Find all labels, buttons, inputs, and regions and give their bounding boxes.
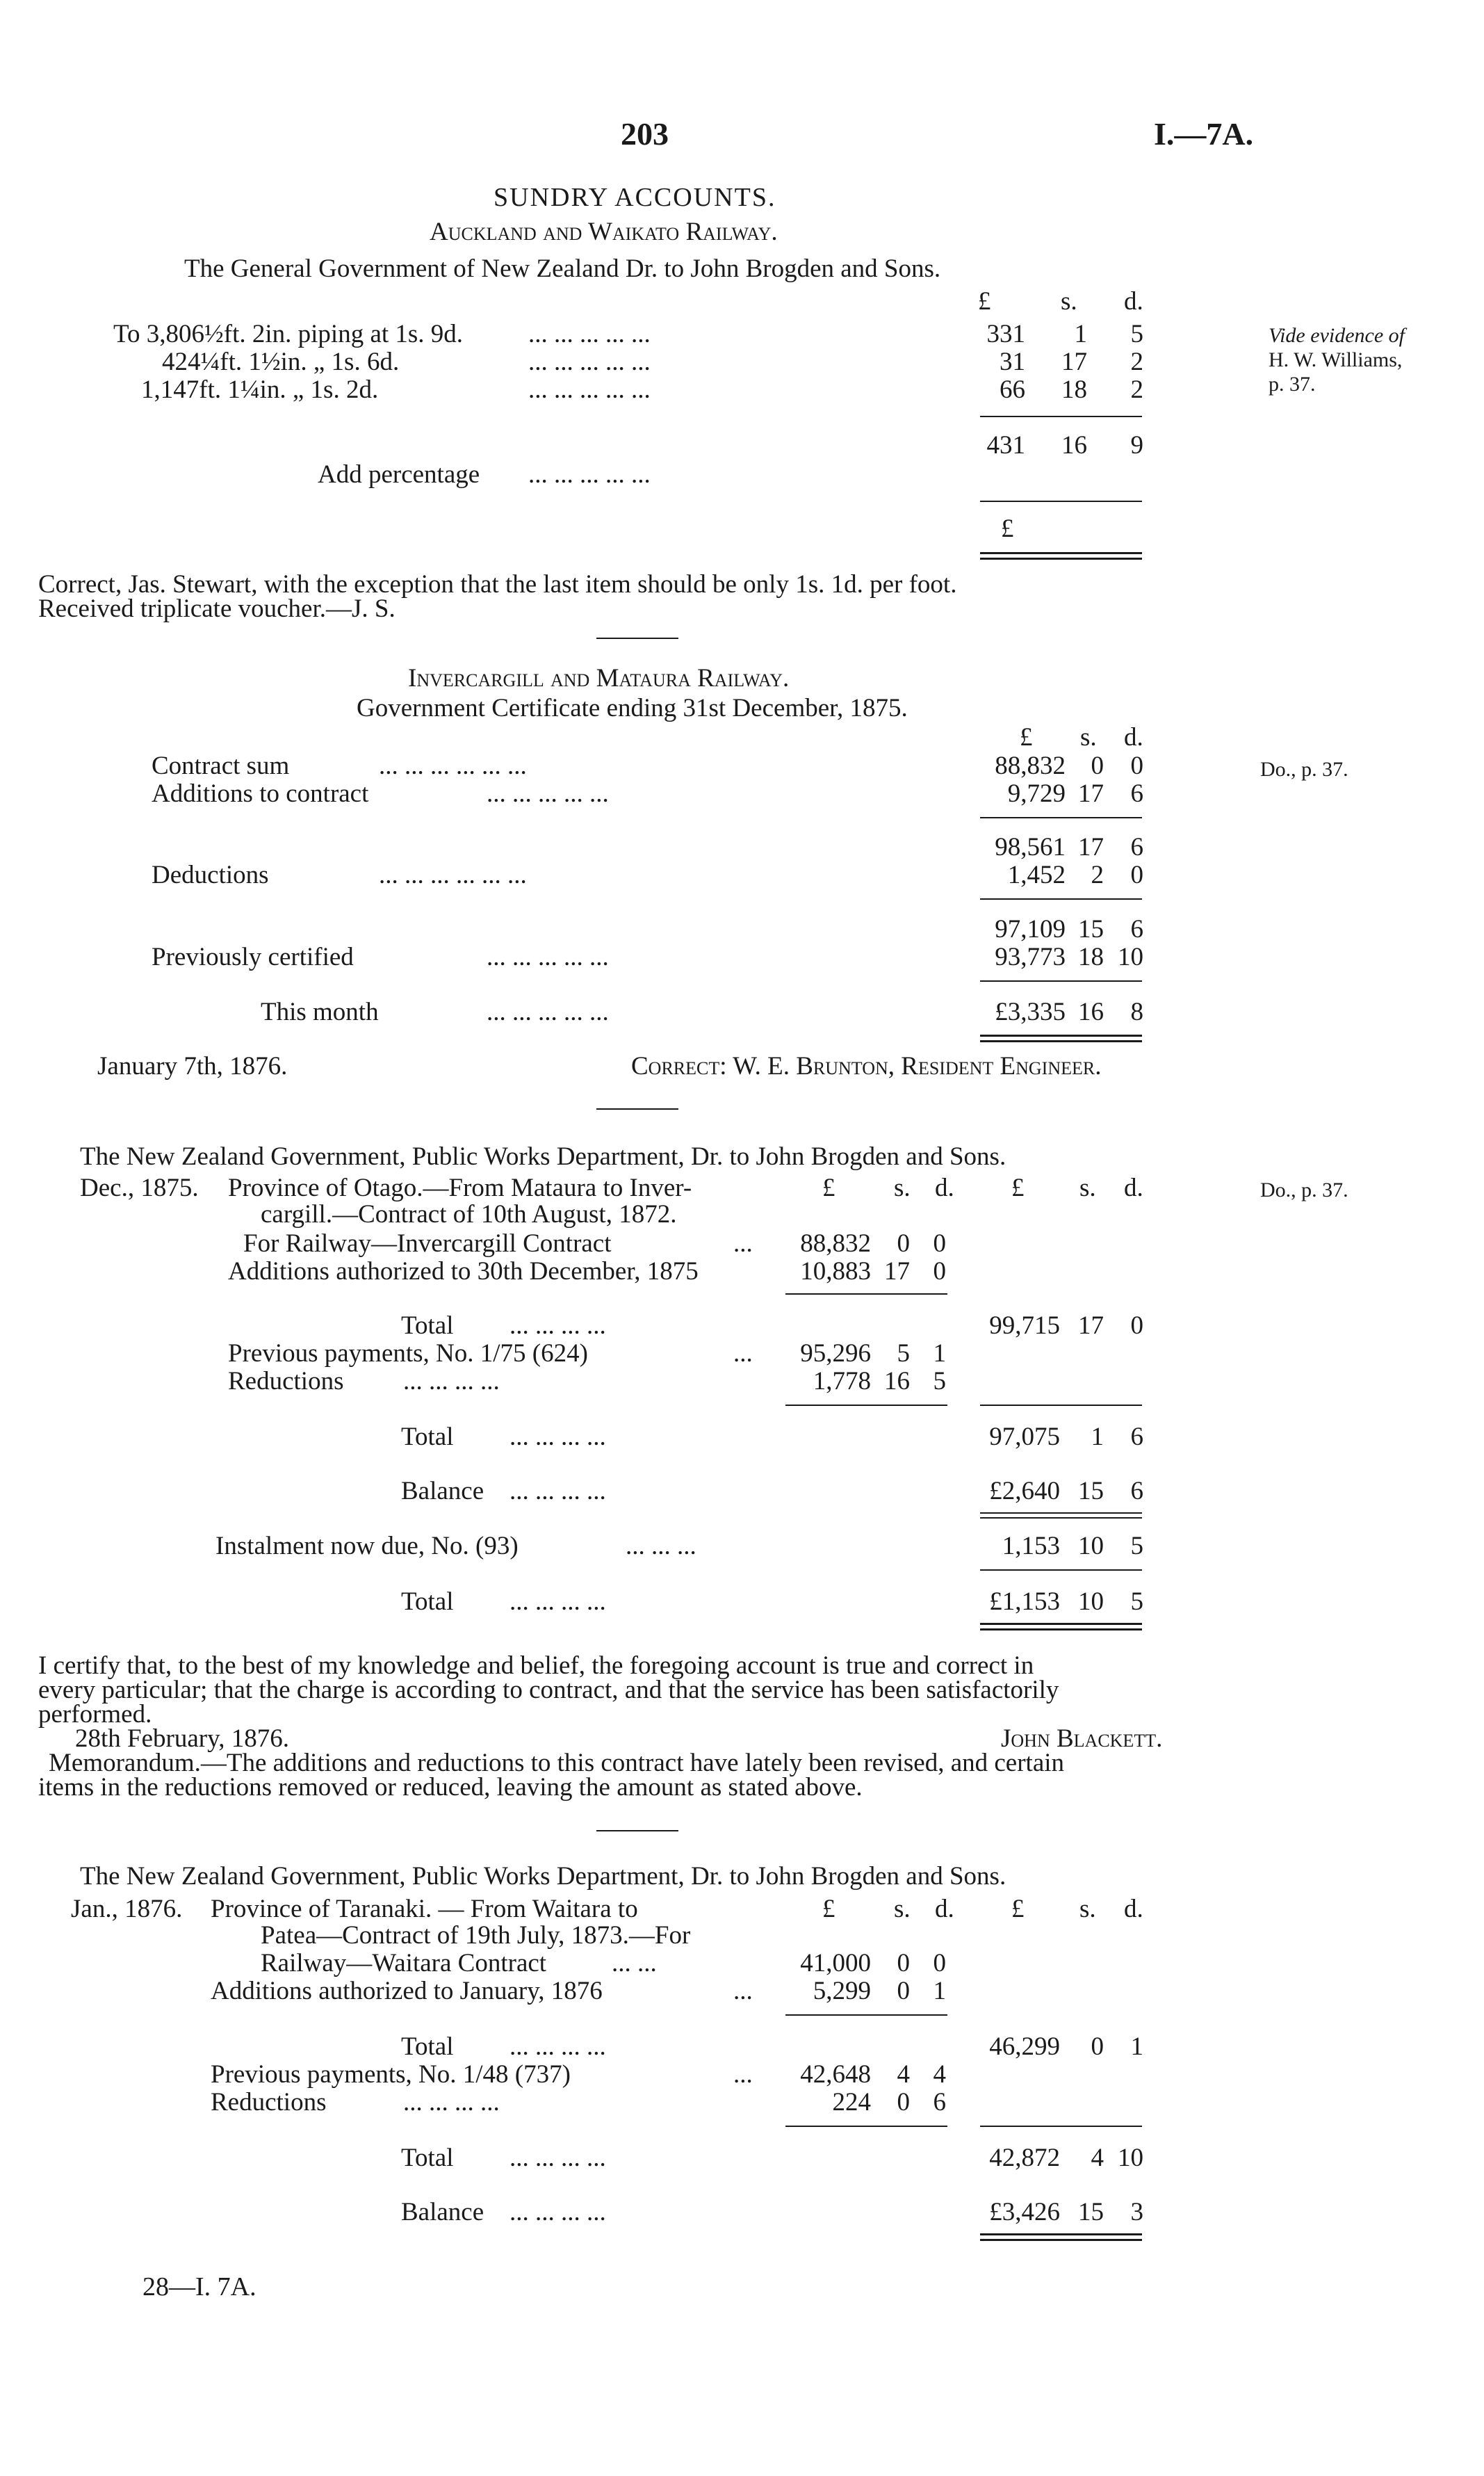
s1-row-shillings: 18 — [1061, 375, 1087, 404]
s2-col-shillings: s. — [1080, 723, 1097, 752]
s2-subheading: Government Certificate ending 31st December, 1875. — [357, 694, 908, 722]
s3-date: Dec., 1875. — [80, 1174, 199, 1202]
s3-instalment-label: Instalment now due, No. (93) — [215, 1532, 519, 1560]
s2-row-desc: This month — [261, 998, 379, 1026]
s1-total-sign: £ — [1001, 515, 1014, 543]
s1-row-desc: 1,147ft. 1¼in. „ 1s. 2d. — [141, 375, 379, 404]
s3-total-shillings: 1 — [1091, 1423, 1104, 1451]
s4-balance-pence: 3 — [1130, 2198, 1143, 2226]
s3-row-shillings: 17 — [884, 1257, 910, 1286]
s4-row-pence: 0 — [933, 1949, 946, 1977]
s4-desc: Patea—Contract of 19th July, 1873.—For — [261, 1921, 691, 1950]
s4-row-pounds: 224 — [832, 2088, 871, 2117]
s3-col-pounds: £ — [822, 1174, 835, 1202]
s3-side-note: Do., p. 37. — [1260, 1179, 1348, 1201]
s3-col-pence: d. — [935, 1174, 954, 1202]
s2-row-shillings: 2 — [1091, 861, 1104, 889]
s3-row-pence: 5 — [933, 1367, 946, 1395]
s2-double-rule — [980, 1035, 1142, 1037]
s1-percentage-dots: ... ... ... ... ... — [528, 460, 651, 489]
s1-col-pounds: £ — [978, 287, 991, 316]
s3-col-pounds2: £ — [1011, 1174, 1025, 1202]
s4-total-shillings: 0 — [1091, 2032, 1104, 2061]
s4-heading: The New Zealand Government, Public Works Department, Dr. to John Brogden and Sons. — [80, 1862, 1006, 1891]
s4-date: Jan., 1876. — [71, 1895, 183, 1923]
s1-row-pence: 2 — [1130, 375, 1143, 404]
s4-row-pence: 4 — [933, 2060, 946, 2089]
s3-total-pence: 0 — [1130, 1311, 1143, 1340]
s2-correct: Correct: W. E. Brunton, Resident Engineer. — [631, 1052, 1102, 1081]
s2-row-pounds: £3,335 — [995, 998, 1066, 1026]
s4-total-dots: ... ... ... ... — [509, 2144, 606, 2172]
s2-row-dots: ... ... ... ... ... — [487, 998, 609, 1026]
section-divider — [596, 638, 678, 639]
s2-double-rule — [980, 1040, 1142, 1042]
s1-subtotal-shillings: 16 — [1061, 431, 1087, 460]
s3-balance-label: Balance — [401, 1477, 484, 1505]
s4-row-dots: ... — [733, 2060, 753, 2089]
s1-heading: Auckland and Waikato Railway. — [430, 218, 778, 246]
s2-row-shillings: 15 — [1078, 915, 1104, 944]
s3-total-dots: ... ... ... ... — [509, 1311, 606, 1340]
s3-total-pounds: £1,153 — [989, 1587, 1060, 1616]
s1-double-rule — [980, 552, 1142, 554]
s3-col-pence2: d. — [1124, 1174, 1143, 1202]
s2-row-dots: ... ... ... ... ... — [487, 779, 609, 808]
s2-row-dots: ... ... ... ... ... — [487, 943, 609, 971]
s1-subheading: The General Government of New Zealand Dr. to John Brogden and Sons. — [184, 254, 941, 283]
s4-row-desc: Railway—Waitara Contract — [261, 1949, 547, 1977]
page-number: 203 — [621, 116, 669, 152]
section-divider — [596, 1108, 678, 1110]
s4-col-pounds: £ — [822, 1895, 835, 1923]
s3-rule — [980, 1512, 1142, 1514]
s3-row-pence: 0 — [933, 1257, 946, 1286]
s3-rule — [980, 1517, 1142, 1519]
s4-balance-dots: ... ... ... ... — [509, 2198, 606, 2226]
s1-rule — [980, 501, 1142, 502]
s3-total-pence: 5 — [1130, 1587, 1143, 1616]
s2-col-pence: d. — [1124, 723, 1143, 752]
s2-row-desc: Deductions — [152, 861, 269, 889]
s1-row-desc: To 3,806½ft. 2in. piping at 1s. 9d. — [113, 320, 464, 348]
s4-total-label: Total — [401, 2032, 454, 2061]
s1-row-dots: ... ... ... ... ... — [528, 320, 651, 348]
s4-total-pence: 1 — [1130, 2032, 1143, 2061]
s2-row-pence: 6 — [1130, 779, 1143, 808]
s3-row-desc: Reductions — [228, 1367, 344, 1395]
s3-memo: Memorandum.—The additions and reductions to this contract have lately been revised, and certain — [49, 1749, 1065, 1777]
s2-row-pounds: 98,561 — [995, 833, 1066, 861]
s2-row-pence: 10 — [1118, 943, 1143, 971]
s3-row-shillings: 16 — [884, 1367, 910, 1395]
s4-total-dots: ... ... ... ... — [509, 2032, 606, 2061]
s4-rule — [980, 2126, 1142, 2127]
s1-percentage-label: Add percentage — [318, 460, 480, 489]
s3-total-dots: ... ... ... ... — [509, 1587, 606, 1616]
s2-row-pence: 6 — [1130, 833, 1143, 861]
s2-row-shillings: 18 — [1078, 943, 1104, 971]
s4-total-pounds: 46,299 — [989, 2032, 1060, 2061]
s4-balance-shillings: 15 — [1078, 2198, 1104, 2226]
s1-col-pence: d. — [1124, 287, 1143, 316]
s1-row-pounds: 331 — [986, 320, 1025, 348]
s4-row-desc: Additions authorized to January, 1876 — [211, 1977, 603, 2005]
s3-total-label: Total — [401, 1423, 454, 1451]
s3-balance-pounds: £2,640 — [989, 1477, 1060, 1505]
s3-rule — [785, 1293, 947, 1295]
s1-row-shillings: 1 — [1074, 320, 1087, 348]
s1-row-desc: 424¼ft. 1½in. „ 1s. 6d. — [162, 348, 400, 376]
s2-rule — [980, 980, 1142, 982]
s2-rule — [980, 817, 1142, 818]
s1-row-pence: 5 — [1130, 320, 1143, 348]
s2-row-pounds: 9,729 — [1007, 779, 1066, 808]
s4-total-pounds: 42,872 — [989, 2144, 1060, 2172]
s4-double-rule — [980, 2233, 1142, 2235]
s2-row-pence: 8 — [1130, 998, 1143, 1026]
s4-row-pence: 1 — [933, 1977, 946, 2005]
s3-certify: performed. — [38, 1700, 152, 1729]
section-divider — [596, 1830, 678, 1831]
s3-row-dots: ... ... ... ... — [403, 1367, 500, 1395]
s1-row-pence: 2 — [1130, 348, 1143, 376]
s4-row-shillings: 4 — [897, 2060, 910, 2089]
s1-rule — [980, 416, 1142, 417]
s3-rule — [785, 1405, 947, 1406]
s3-instalment-pence: 5 — [1130, 1532, 1143, 1560]
s2-row-shillings: 16 — [1078, 998, 1104, 1026]
s3-row-dots: ... — [733, 1229, 753, 1258]
s2-row-pence: 0 — [1130, 861, 1143, 889]
s1-side-note: Vide evidence of — [1269, 324, 1405, 347]
s3-instalment-dots: ... ... ... — [626, 1532, 696, 1560]
s3-desc: cargill.—Contract of 10th August, 1872. — [261, 1200, 677, 1229]
s3-row-pounds: 1,778 — [813, 1367, 871, 1395]
s4-desc: Province of Taranaki. — From Waitara to — [211, 1895, 638, 1923]
s2-row-pounds: 1,452 — [1007, 861, 1066, 889]
s4-col-pence: d. — [935, 1895, 954, 1923]
s4-row-desc: Previous payments, No. 1/48 (737) — [211, 2060, 571, 2089]
s1-side-note: H. W. Williams, — [1269, 348, 1403, 371]
s2-row-pounds: 88,832 — [995, 752, 1066, 780]
s3-total-shillings: 17 — [1078, 1311, 1104, 1340]
s3-memo: items in the reductions removed or reduced, leaving the amount as stated above. — [38, 1773, 863, 1802]
s4-total-shillings: 4 — [1091, 2144, 1104, 2172]
s4-row-pounds: 41,000 — [800, 1949, 871, 1977]
s3-heading: The New Zealand Government, Public Works Department, Dr. to John Brogden and Sons. — [80, 1142, 1006, 1171]
s4-total-label: Total — [401, 2144, 454, 2172]
s4-row-pence: 6 — [933, 2088, 946, 2117]
s4-row-shillings: 0 — [897, 1949, 910, 1977]
s3-row-pence: 1 — [933, 1339, 946, 1368]
s3-instalment-pounds: 1,153 — [1002, 1532, 1060, 1560]
s3-cert-name: John Blackett. — [1001, 1724, 1163, 1753]
s3-col-shillings2: s. — [1079, 1174, 1096, 1202]
s3-row-shillings: 0 — [897, 1229, 910, 1258]
s4-balance-pounds: £3,426 — [989, 2198, 1060, 2226]
s1-row-dots: ... ... ... ... ... — [528, 375, 651, 404]
s3-total-pence: 6 — [1130, 1423, 1143, 1451]
s3-double-rule — [980, 1628, 1142, 1631]
s3-rule — [980, 1405, 1142, 1406]
s3-row-dots: ... — [733, 1339, 753, 1368]
s2-row-shillings: 17 — [1078, 833, 1104, 861]
s3-col-shillings: s. — [894, 1174, 911, 1202]
s3-cert-date: 28th February, 1876. — [75, 1724, 289, 1753]
s2-row-dots: ... ... ... ... ... ... — [379, 861, 527, 889]
s3-row-desc: Additions authorized to 30th December, 1875 — [228, 1257, 699, 1286]
s2-row-shillings: 0 — [1091, 752, 1104, 780]
s3-row-pounds: 10,883 — [800, 1257, 871, 1286]
s1-col-shillings: s. — [1061, 287, 1077, 316]
s4-row-pounds: 42,648 — [800, 2060, 871, 2089]
s2-row-shillings: 17 — [1078, 779, 1104, 808]
page-title: SUNDRY ACCOUNTS. — [494, 183, 776, 212]
s4-row-shillings: 0 — [897, 2088, 910, 2117]
s3-balance-pence: 6 — [1130, 1477, 1143, 1505]
s4-col-pence2: d. — [1124, 1895, 1143, 1923]
s3-row-desc: For Railway—Invercargill Contract — [243, 1229, 612, 1258]
s4-row-dots: ... ... — [612, 1949, 657, 1977]
s2-rule — [980, 898, 1142, 900]
s3-total-shillings: 10 — [1078, 1587, 1104, 1616]
s3-row-shillings: 5 — [897, 1339, 910, 1368]
s4-double-rule — [980, 2239, 1142, 2241]
s1-row-pounds: 66 — [1000, 375, 1025, 404]
s4-col-shillings2: s. — [1079, 1895, 1096, 1923]
s3-total-dots: ... ... ... ... — [509, 1423, 606, 1451]
s4-row-shillings: 0 — [897, 1977, 910, 2005]
s3-total-pounds: 99,715 — [989, 1311, 1060, 1340]
s3-rule — [980, 1569, 1142, 1571]
s2-col-pounds: £ — [1020, 723, 1033, 752]
s3-double-rule — [980, 1623, 1142, 1625]
s4-col-shillings: s. — [894, 1895, 911, 1923]
s4-col-pounds2: £ — [1011, 1895, 1025, 1923]
s4-rule — [785, 2014, 947, 2016]
s2-heading: Invercargill and Mataura Railway. — [408, 664, 790, 693]
s2-row-dots: ... ... ... ... ... ... — [379, 752, 527, 780]
s2-row-pounds: 97,109 — [995, 915, 1066, 944]
s3-row-pence: 0 — [933, 1229, 946, 1258]
s2-row-desc: Contract sum — [152, 752, 290, 780]
s3-row-pounds: 95,296 — [800, 1339, 871, 1368]
s1-double-rule — [980, 558, 1142, 560]
page-footer: 28—I. 7A. — [142, 2272, 256, 2301]
s2-row-pence: 0 — [1130, 752, 1143, 780]
s1-subtotal-pence: 9 — [1130, 431, 1143, 460]
s4-row-dots: ... — [733, 1977, 753, 2005]
s2-row-pence: 6 — [1130, 915, 1143, 944]
s1-row-dots: ... ... ... ... ... — [528, 348, 651, 376]
s1-note-correct: Correct, Jas. Stewart, with the exception that the last item should be only 1s. 1d. per foot. — [38, 570, 957, 599]
document-ref: I.—7A. — [1154, 116, 1254, 152]
s3-balance-shillings: 15 — [1078, 1477, 1104, 1505]
s3-total-label: Total — [401, 1587, 454, 1616]
s3-certify: every particular; that the charge is according to contract, and that the service has been satisfactorily — [38, 1676, 1059, 1704]
s3-instalment-shillings: 10 — [1078, 1532, 1104, 1560]
s4-row-desc: Reductions — [211, 2088, 327, 2117]
s2-row-desc: Previously certified — [152, 943, 354, 971]
s3-balance-dots: ... ... ... ... — [509, 1477, 606, 1505]
s2-row-pounds: 93,773 — [995, 943, 1066, 971]
s4-total-pence: 10 — [1118, 2144, 1143, 2172]
s1-row-pounds: 31 — [1000, 348, 1025, 376]
s3-total-label: Total — [401, 1311, 454, 1340]
s3-certify: I certify that, to the best of my knowledge and belief, the foregoing account is true and correct in — [38, 1651, 1034, 1680]
s3-total-pounds: 97,075 — [989, 1423, 1060, 1451]
s4-row-dots: ... ... ... ... — [403, 2088, 500, 2117]
s1-note-voucher: Received triplicate voucher.—J. S. — [38, 594, 396, 623]
s2-side-note: Do., p. 37. — [1260, 758, 1348, 781]
s1-subtotal-pounds: 431 — [986, 431, 1025, 460]
s1-side-note: p. 37. — [1269, 373, 1316, 396]
s2-date: January 7th, 1876. — [97, 1052, 288, 1081]
s3-row-desc: Previous payments, No. 1/75 (624) — [228, 1339, 588, 1368]
s4-rule — [785, 2126, 947, 2127]
s4-balance-label: Balance — [401, 2198, 484, 2226]
s3-desc: Province of Otago.—From Mataura to Inver- — [228, 1174, 692, 1202]
s2-row-desc: Additions to contract — [152, 779, 369, 808]
s4-row-pounds: 5,299 — [813, 1977, 871, 2005]
s1-row-shillings: 17 — [1061, 348, 1087, 376]
s3-row-pounds: 88,832 — [800, 1229, 871, 1258]
